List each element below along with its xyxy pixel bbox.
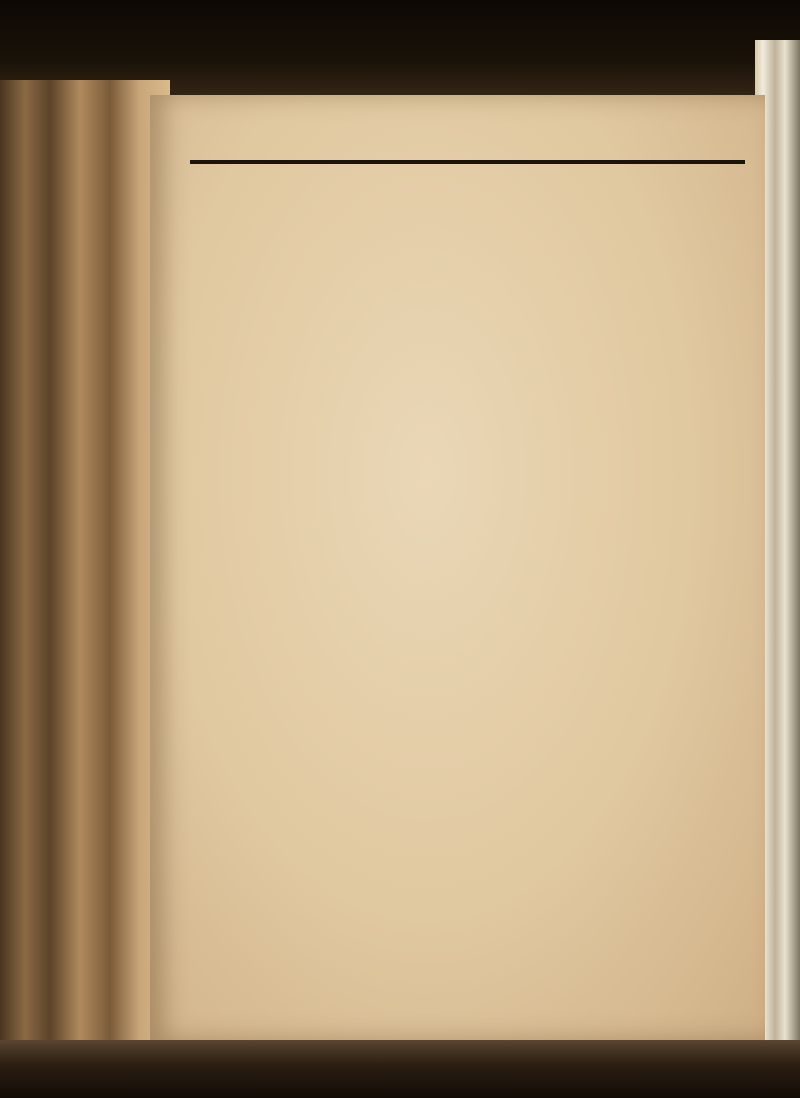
background-bottom: [0, 1040, 800, 1098]
book-page: [150, 95, 765, 1040]
book-left-edge: [0, 80, 170, 1040]
section-rule: [190, 160, 745, 164]
running-head: [190, 112, 750, 148]
page-text: [190, 112, 750, 170]
